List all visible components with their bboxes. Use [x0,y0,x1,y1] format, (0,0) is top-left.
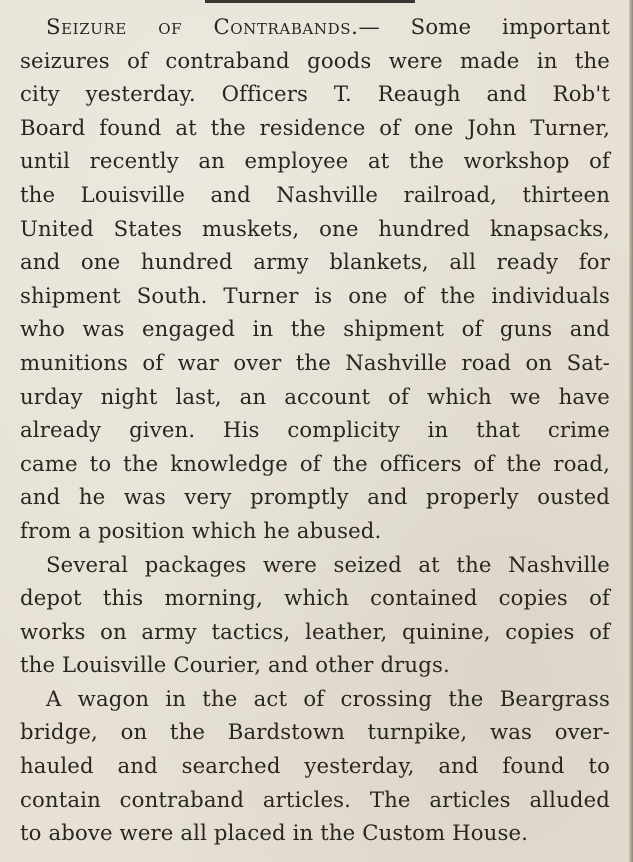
line: already given. His complicity in that crime [20,417,610,443]
article [20,10,610,850]
line: contain contraband articles. The articles alluded [20,786,610,812]
column-edge [629,0,633,862]
paragraph-2 [20,548,610,682]
line: the Louisville and Nashville railroad, thirteen [20,181,610,207]
line: to above were all placed in the Custom House. [20,820,529,846]
article-heading: Seizure of Contrabands. [46,14,359,39]
line: shipment South. Turner is one of the individuals [20,282,610,308]
line: works on army tactics, leather, quinine, copies of [20,618,610,644]
line: hauled and searched yesterday, and found to [20,753,610,779]
line: came to the knowledge of the officers of the road, [20,450,610,476]
line: depot this morning, which contained copies of [20,585,610,611]
line: A wagon in the act of crossing the Beargrass [46,685,610,711]
line: urday night last, an account of which we have [20,383,610,409]
line: United States muskets, one hundred knapsacks, [20,215,610,241]
line: until recently an employee at the workshop of [20,148,610,174]
paragraph-3 [20,682,610,850]
line: munitions of war over the Nashville road on Sat- [20,349,610,375]
column-rule [205,0,415,3]
line: bridge, on the Bardstown turnpike, was over- [20,719,610,745]
paragraph-1 [20,10,610,548]
line: the Louisville Courier, and other drugs. [20,652,450,678]
line: Board found at the residence of one John Turner, [20,114,610,140]
line: Several packages were seized at the Nashville [46,551,610,577]
line: Seizure of Contrabands.— Some important [46,14,610,39]
line: and he was very promptly and properly ousted [20,484,610,510]
line: seizures of contraband goods were made in the [20,47,610,73]
line: from a position which he abused. [20,517,382,543]
line: and one hundred army blankets, all ready for [20,249,610,275]
line: city yesterday. Officers T. Reaugh and Rob't [20,81,610,107]
line: who was engaged in the shipment of guns and [20,316,610,342]
